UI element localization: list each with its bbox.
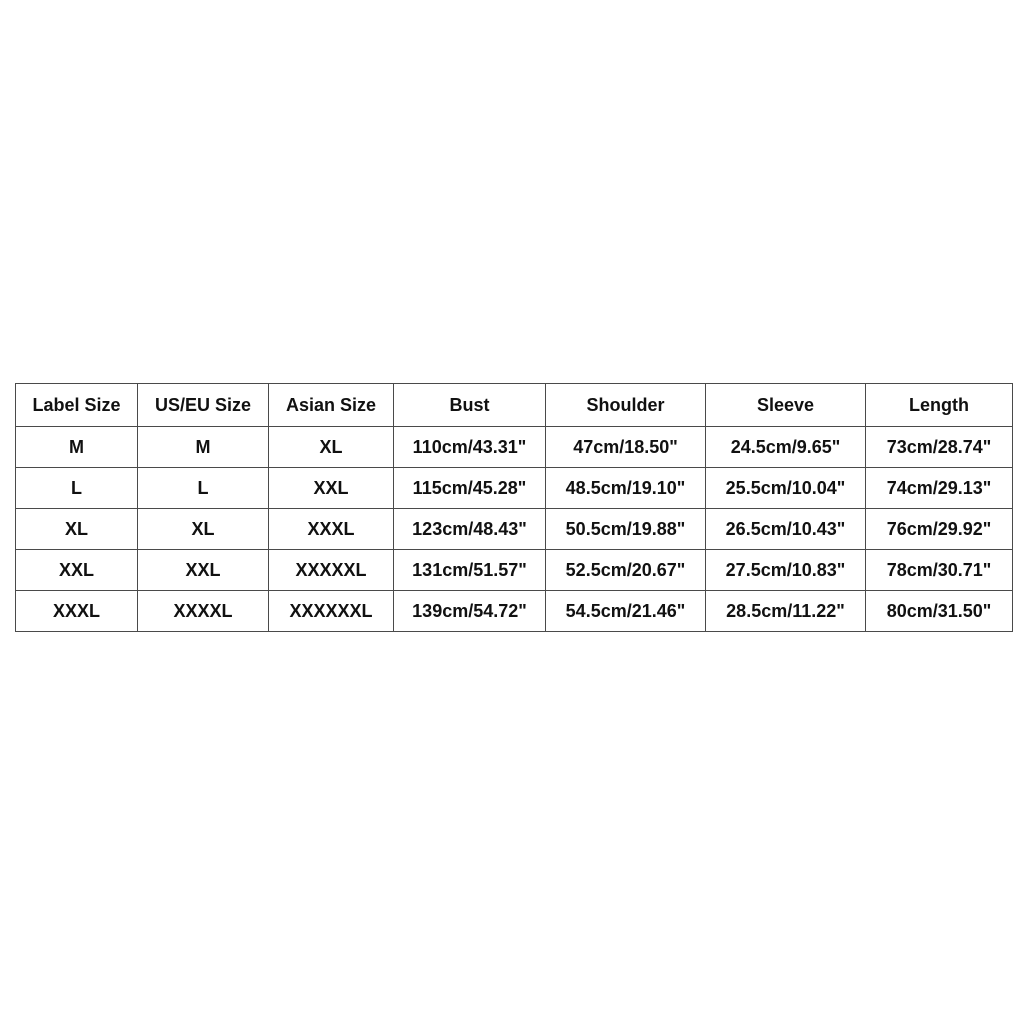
header-length: Length	[866, 384, 1013, 427]
cell-us-eu-size: XXXXL	[138, 591, 269, 632]
cell-asian-size: XL	[269, 427, 394, 468]
header-sleeve: Sleeve	[706, 384, 866, 427]
cell-bust: 139cm/54.72"	[394, 591, 546, 632]
cell-length: 80cm/31.50"	[866, 591, 1013, 632]
cell-asian-size: XXXXXL	[269, 550, 394, 591]
cell-bust: 123cm/48.43"	[394, 509, 546, 550]
cell-length: 78cm/30.71"	[866, 550, 1013, 591]
cell-sleeve: 27.5cm/10.83"	[706, 550, 866, 591]
header-asian-size: Asian Size	[269, 384, 394, 427]
cell-sleeve: 24.5cm/9.65"	[706, 427, 866, 468]
header-label-size: Label Size	[16, 384, 138, 427]
cell-bust: 115cm/45.28"	[394, 468, 546, 509]
cell-label-size: M	[16, 427, 138, 468]
cell-shoulder: 50.5cm/19.88"	[546, 509, 706, 550]
cell-label-size: XL	[16, 509, 138, 550]
table-row	[16, 591, 1013, 632]
cell-label-size: L	[16, 468, 138, 509]
cell-asian-size: XXXL	[269, 509, 394, 550]
table-row	[16, 550, 1013, 591]
cell-us-eu-size: L	[138, 468, 269, 509]
cell-sleeve: 28.5cm/11.22"	[706, 591, 866, 632]
cell-asian-size: XXL	[269, 468, 394, 509]
size-chart-table	[15, 383, 1013, 632]
cell-asian-size: XXXXXXL	[269, 591, 394, 632]
header-row	[16, 384, 1013, 427]
cell-label-size: XXL	[16, 550, 138, 591]
table-row	[16, 427, 1013, 468]
cell-bust: 110cm/43.31"	[394, 427, 546, 468]
header-bust: Bust	[394, 384, 546, 427]
cell-length: 76cm/29.92"	[866, 509, 1013, 550]
header-us-eu-size: US/EU Size	[138, 384, 269, 427]
cell-shoulder: 54.5cm/21.46"	[546, 591, 706, 632]
cell-shoulder: 52.5cm/20.67"	[546, 550, 706, 591]
header-shoulder: Shoulder	[546, 384, 706, 427]
cell-us-eu-size: XXL	[138, 550, 269, 591]
cell-sleeve: 26.5cm/10.43"	[706, 509, 866, 550]
table-row	[16, 468, 1013, 509]
cell-shoulder: 47cm/18.50"	[546, 427, 706, 468]
cell-us-eu-size: XL	[138, 509, 269, 550]
cell-label-size: XXXL	[16, 591, 138, 632]
cell-length: 74cm/29.13"	[866, 468, 1013, 509]
cell-sleeve: 25.5cm/10.04"	[706, 468, 866, 509]
cell-length: 73cm/28.74"	[866, 427, 1013, 468]
cell-shoulder: 48.5cm/19.10"	[546, 468, 706, 509]
cell-bust: 131cm/51.57"	[394, 550, 546, 591]
table-row	[16, 509, 1013, 550]
cell-us-eu-size: M	[138, 427, 269, 468]
